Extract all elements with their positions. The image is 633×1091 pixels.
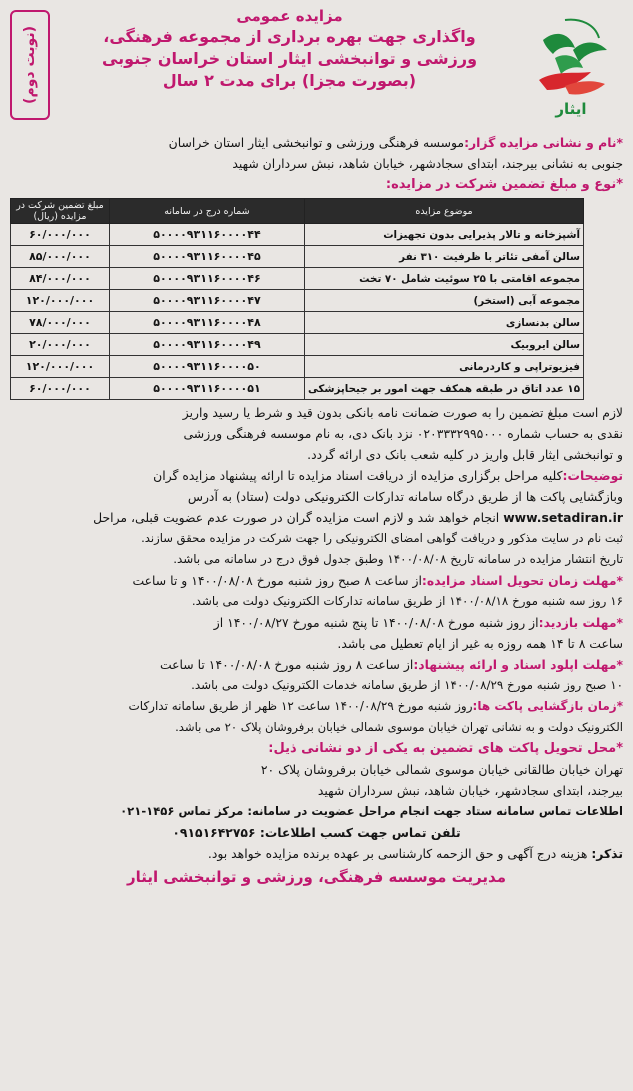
- auctioneer-text-1: موسسه فرهنگی ورزشی و توانبخشی ایثار استان خراسان: [168, 135, 465, 150]
- delivery-address-1: تهران خیابان طالقانی خیابان موسوی شمالی خیابان برفروشان پلاک ۲۰: [260, 762, 623, 777]
- table-row: [11, 224, 584, 246]
- deadline-docs-line-1: [10, 570, 623, 591]
- opening-line-1: [10, 696, 623, 717]
- contact-line-1: اطلاعات تماس سامانه ستاد جهت انجام مراحل عضویت در سامانه: مرکز تماس ۱۴۵۶-۰۲۱: [120, 804, 623, 818]
- explanations-line-2: وبازگشایی پاکت ها از طریق درگاه سامانه تدارکات الکترونیکی دولت (ستاد) به آدرس: [187, 489, 623, 504]
- explanations-label: توضیحات:: [562, 468, 623, 483]
- auctioneer-text-2: جنوبی به نشانی بیرجند، ابتدای سجادشهر، خیابان شاهد، نبش سرداران شهید: [232, 156, 623, 171]
- row-number: ۵۰۰۰۰۹۳۱۱۶۰۰۰۰۴۶: [109, 268, 304, 290]
- deadline-upload-label: *مهلت اپلود اسناد و ارائه پیشنهاد:: [413, 657, 623, 672]
- setad-url-link[interactable]: www.setadiran.ir: [503, 510, 623, 525]
- table-row: [11, 356, 584, 378]
- table-row: [11, 312, 584, 334]
- row-subject: فیزیوتراپی و کاردرمانی: [304, 356, 583, 378]
- explanations-line-5: تاریخ انتشار مزایده در سامانه تاریخ ۱۴۰۰/۰۸/۰۸ وطبق جدول فوق درج در سامانه می باشد.: [173, 552, 623, 566]
- row-amount: ۸۵/۰۰۰/۰۰۰: [11, 246, 110, 268]
- deadline-docs-text-1: از ساعت ۸ صبح روز شنبه مورخ ۱۴۰۰/۰۸/۰۸ و تا ساعت: [132, 573, 422, 588]
- title-line-2: واگذاری جهت بهره برداری از مجموعه فرهنگی،: [103, 27, 476, 46]
- badge-text: (نوبت دوم): [22, 26, 38, 104]
- auction-items-table: [10, 198, 584, 400]
- second-round-badge: [10, 10, 50, 120]
- delivery-label: *محل تحویل پاکت های تضمین به یکی از دو نشانی ذیل:: [268, 741, 623, 756]
- notice-title: [56, 6, 523, 92]
- deposit-title: *نوع و مبلغ تضمین شرکت در مزایده:: [385, 177, 623, 192]
- row-amount: ۸۴/۰۰۰/۰۰۰: [11, 268, 110, 290]
- table-header-row: [11, 199, 584, 224]
- opening-line-2: الکترونیک دولت و به نشانی تهران خیابان موسوی شمالی خیابان برفروشان پلاک ۲۰ می باشد.: [175, 720, 623, 734]
- title-line-3: ورزشی و توانبخشی ایثار استان خراسان جنوبی: [101, 49, 478, 68]
- row-number: ۵۰۰۰۰۹۳۱۱۶۰۰۰۰۴۴: [109, 224, 304, 246]
- row-subject: سالن ایروبیک: [304, 334, 583, 356]
- note-line: [10, 843, 623, 864]
- row-subject: آشپزخانه و تالار پذیرایی بدون تجهیزات: [304, 224, 583, 246]
- deadline-upload-line-1: [10, 654, 623, 675]
- row-amount: ۶۰/۰۰۰/۰۰۰: [11, 224, 110, 246]
- row-number: ۵۰۰۰۰۹۳۱۱۶۰۰۰۰۴۷: [109, 290, 304, 312]
- delivery-address-2: بیرجند، ابتدای سجادشهر، خیابان شاهد، نبش سرداران شهید: [317, 783, 623, 798]
- deposit-note-3: و توانبخشی ایثار قابل واریز در کلیه شعب بانک دی ارائه گردد.: [307, 447, 623, 462]
- row-amount: ۲۰/۰۰۰/۰۰۰: [11, 334, 110, 356]
- contact-line-2: تلفن تماس جهت کسب اطلاعات: ۰۹۱۵۱۶۴۲۷۵۶: [172, 825, 461, 840]
- row-number: ۵۰۰۰۰۹۳۱۱۶۰۰۰۰۵۱: [109, 378, 304, 400]
- opening-text-1: روز شنبه مورخ ۱۴۰۰/۰۸/۲۹ ساعت ۱۲ ظهر از طریق سامانه تدارکات: [128, 699, 473, 713]
- row-number: ۵۰۰۰۰۹۳۱۱۶۰۰۰۰۵۰: [109, 356, 304, 378]
- deadline-upload-line-2: ۱۰ صبح روز شنبه مورخ ۱۴۰۰/۰۸/۲۹ از طریق سامانه خدمات الکترونیک دولت می باشد.: [191, 678, 623, 692]
- title-line-4: (بصورت مجزا) برای مدت ۲ سال: [162, 71, 417, 90]
- row-amount: ۱۲۰/۰۰۰/۰۰۰: [11, 290, 110, 312]
- row-number: ۵۰۰۰۰۹۳۱۱۶۰۰۰۰۴۹: [109, 334, 304, 356]
- table-row: [11, 246, 584, 268]
- deadline-visit-line-2: ساعت ۸ تا ۱۴ همه روزه به غیر از ایام تعطیل می باشد.: [337, 636, 623, 651]
- table-row: [11, 334, 584, 356]
- row-amount: ۷۸/۰۰۰/۰۰۰: [11, 312, 110, 334]
- note-text: هزینه درج آگهی و حق الزحمه کارشناسی بر عهده برنده مزایده خواهد بود.: [207, 846, 588, 861]
- col-amount: مبلغ تضمین شرکت در مزایده (ریال): [11, 199, 110, 224]
- isar-logo: [525, 10, 617, 122]
- explanations-line-4: ثبت نام در سایت مذکور و دریافت گواهی امضای الکترونیکی را جهت شرکت در مزایده محقق سازند.: [141, 531, 623, 545]
- row-subject: سالن بدنسازی: [304, 312, 583, 334]
- note-label: تذکر:: [591, 846, 623, 861]
- deposit-note-2: نقدی به حساب شماره ۰۲۰۳۳۳۲۹۹۵۰۰۰ نزد بانک دی، به نام موسسه فرهنگی ورزشی: [183, 426, 623, 441]
- signature: مدیریت موسسه فرهنگی، ورزشی و توانبخشی ایثار: [126, 868, 507, 886]
- title-line-1: مزایده عمومی: [236, 7, 343, 25]
- row-subject: مجموعه اقامتی با ۲۵ سوئیت شامل ۷۰ تخت: [304, 268, 583, 290]
- row-amount: ۶۰/۰۰۰/۰۰۰: [11, 378, 110, 400]
- row-number: ۵۰۰۰۰۹۳۱۱۶۰۰۰۰۴۸: [109, 312, 304, 334]
- table-row: [11, 290, 584, 312]
- table-row: [11, 268, 584, 290]
- row-subject: ۱۵ عدد اتاق در طبقه همکف جهت امور بر جیحاپزشکی: [304, 378, 583, 400]
- explanations-line-1: [10, 465, 623, 486]
- explanations-text-1: کلیه مراحل برگزاری مزایده از دریافت اسناد مزایده تا ارائه پیشنهاد مزایده گران: [153, 468, 563, 483]
- deadline-visit-text-1: از روز شنبه مورخ ۱۴۰۰/۰۸/۰۸ تا پنج شنبه مورخ ۱۴۰۰/۰۸/۲۷ از: [213, 615, 539, 630]
- table-row: [11, 378, 584, 400]
- deadline-upload-text-1: از ساعت ۸ روز شنبه مورخ ۱۴۰۰/۰۸/۰۸ تا ساعت: [159, 657, 414, 672]
- explanations-line-3: [10, 507, 623, 528]
- explanations-text-3: انجام خواهد شد و لازم است مزایده گران در صورت عدم عضویت قبلی، مراحل: [93, 510, 500, 525]
- deadline-visit-label: *مهلت بازدید:: [538, 615, 623, 630]
- logo-text: ایثار: [555, 100, 587, 118]
- deadline-docs-line-2: ۱۶ روز سه شنبه مورخ ۱۴۰۰/۰۸/۱۸ از طریق سامانه تدارکات الکترونیک دولت می باشد.: [191, 594, 623, 608]
- row-subject: سالن آمفی تئاتر با ظرفیت ۳۱۰ نفر: [304, 246, 583, 268]
- deposit-note-1: لازم است مبلغ تضمین را به صورت ضمانت نامه بانکی بدون قید و شرط یا رسید واریز: [182, 405, 623, 420]
- row-subject: مجموعه آبی (استخر): [304, 290, 583, 312]
- deadline-visit-line-1: [10, 612, 623, 633]
- deadline-docs-label: *مهلت زمان تحویل اسناد مزایده:: [421, 573, 623, 588]
- auctioneer-label: *نام و نشانی مزایده گزار:: [464, 135, 623, 150]
- notice-header: [10, 6, 623, 132]
- row-number: ۵۰۰۰۰۹۳۱۱۶۰۰۰۰۴۵: [109, 246, 304, 268]
- auctioneer-line-1: [10, 132, 623, 153]
- opening-label: *زمان بازگشایی پاکت ها:: [472, 699, 623, 713]
- col-subject: موضوع مزایده: [304, 199, 583, 224]
- col-number: شماره درج در سامانه: [109, 199, 304, 224]
- row-amount: ۱۲۰/۰۰۰/۰۰۰: [11, 356, 110, 378]
